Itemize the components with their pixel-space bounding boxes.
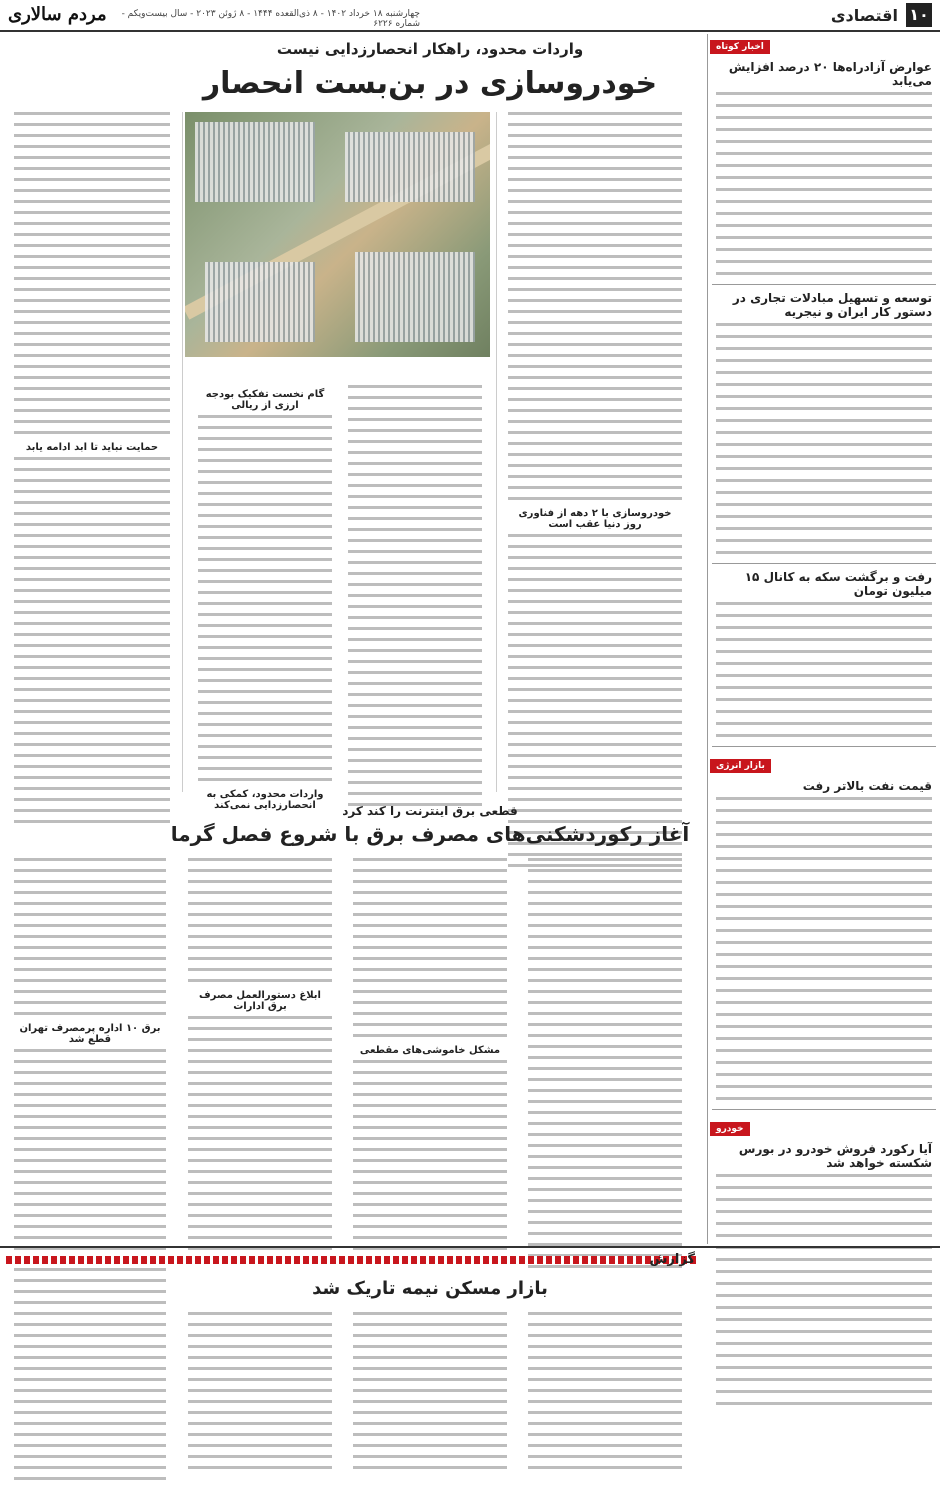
- dateline: چهارشنبه ۱۸ خرداد ۱۴۰۲ - ۸ ذی‌القعده ۱۴۴۴ - ۸ ژوئن ۲۰۲۳ - سال بیست‌و‌یکم - شماره ۶۲۲۶: [121, 9, 420, 29]
- page-header: [0, 0, 940, 32]
- second-column-1: [520, 858, 690, 1276]
- lead-headline: خودروسازی در بن‌بست انحصار: [202, 66, 658, 101]
- lead-column-3: [190, 385, 340, 815]
- section-label: خودرو: [710, 1122, 750, 1136]
- second-column-3: [180, 858, 340, 1269]
- article-body: [716, 602, 932, 737]
- subheading: ابلاغ دستورالعمل مصرف برق ادارات: [199, 990, 321, 1012]
- article-body: [716, 92, 932, 275]
- subheading: واردات محدود، کمکی به انحصارزدایی نمی‌کند: [206, 789, 324, 811]
- report-column-3: [180, 1312, 340, 1477]
- side-column: [707, 34, 940, 1244]
- second-column-4: [6, 858, 174, 1269]
- lead-kicker: واردات محدود، راهکار انحصارزدایی نیست: [276, 40, 584, 58]
- news-title: رفت و برگشت سکه به کانال ۱۵ میلیون تومان: [744, 570, 932, 598]
- section-label: بازار انرژی: [710, 759, 771, 773]
- news-title: عوارض آزادراه‌ها ۲۰ درصد افزایش می‌یابد: [728, 60, 932, 88]
- second-column-2: [345, 858, 515, 1269]
- report-column-4: [6, 1268, 174, 1488]
- subheading: برق ۱۰ اداره پرمصرف تهران قطع شد: [19, 1023, 161, 1045]
- section-title: اقتصادی: [830, 6, 898, 25]
- second-headline: آغاز رکوردشکنی‌های مصرف برق با شروع فصل گرما: [170, 822, 690, 846]
- section-label: اخبار کوتاه: [710, 40, 770, 54]
- news-title: توسعه و تسهیل مبادلات تجاری در دستور کار ایران و نیجریه: [732, 291, 932, 319]
- masthead: مردم سالاری: [8, 4, 107, 25]
- lead-column-2: [340, 385, 490, 814]
- report-section: [0, 1246, 940, 1482]
- news-title: آیا رکورد فروش خودرو در بورس شکسته خواهد شد: [738, 1142, 932, 1170]
- subheading: حمایت نباید تا ابد ادامه یابد: [25, 442, 159, 453]
- subheading: مشکل خاموشی‌های مقطعی: [359, 1045, 501, 1056]
- report-column-2: [345, 1312, 515, 1477]
- report-column-1: [520, 1312, 690, 1477]
- article-body: [716, 797, 932, 1100]
- lead-column-1: [500, 112, 690, 875]
- second-kicker: قطعی برق اینترنت را کند کرد: [342, 804, 518, 818]
- page-number: ۱۰: [906, 3, 932, 27]
- report-headline: بازار مسکن نیمه تاریک شد: [312, 1278, 548, 1299]
- subheading: خودروسازی با ۲ دهه از فناوری روز دنیا عقب است: [518, 508, 672, 530]
- news-title: قیمت نفت بالاتر رفت: [802, 779, 932, 793]
- article-body: [716, 323, 932, 554]
- lead-column-4: [6, 112, 178, 831]
- report-label: گزارش: [649, 1252, 695, 1267]
- parking-lot-photo: [185, 112, 490, 357]
- subheading: گام نخست تفکیک بودجه ارزی از ریالی: [205, 389, 325, 411]
